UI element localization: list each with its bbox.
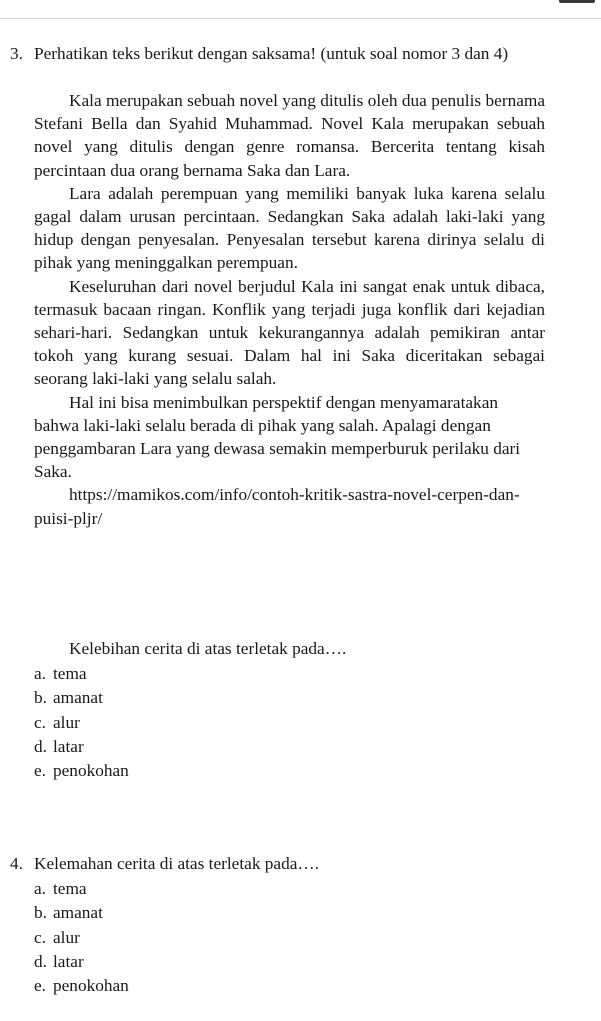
question-3-option-e[interactable] <box>34 759 129 783</box>
question-3-options <box>34 662 129 783</box>
question-4-option-a[interactable] <box>34 877 129 901</box>
passage-source: https://mamikos.com/info/contoh-kritik-sastra-novel-cerpen-dan-puisi-pljr/ <box>34 485 520 528</box>
option-letter: b. <box>34 903 47 923</box>
passage-paragraph-2: Lara adalah perempuan yang memiliki banyak luka karena selalu gagal dalam urusan percintaan. Sedangkan Saka adalah laki-laki yang hidup dengan penyesalan. Penyesalan tersebut karena dirinya selalu di pihak yang meninggalkan perempuan. <box>34 183 545 273</box>
reading-passage <box>34 89 545 530</box>
option-letter: a. <box>34 879 46 898</box>
option-letter: d. <box>34 951 47 971</box>
passage-paragraph-1: Kala merupakan sebuah novel yang ditulis oleh dua penulis bernama Stefani Bella dan Syahid Muhammad. Novel Kala merupakan sebuah novel yang ditulis dengan genre romansa. Bercerita tentang kisah percintaan dua orang bernama Saka dan Lara. <box>34 91 545 180</box>
option-text: amanat <box>53 903 103 923</box>
question-4-option-b[interactable] <box>34 901 129 925</box>
question-3-instruction: Perhatikan teks berikut dengan saksama! (untuk soal nomor 3 dan 4) <box>34 44 509 63</box>
option-letter: c. <box>34 712 46 732</box>
option-text: alur <box>53 712 80 732</box>
question-3-number: 3. <box>10 44 23 63</box>
passage-paragraph-3: Keseluruhan dari novel berjudul Kala ini sangat enak untuk dibaca, termasuk bacaan ringan. Konflik yang terjadi juga konflik dari kejadian sehari-hari. Sedangkan untuk kekurangannya adalah pemikiran antar tokoh yang kurang sesuai. Dalam hal ini Saka diceritakan sebagai seorang laki-laki yang selalu salah. <box>34 276 545 389</box>
option-letter: b. <box>34 688 47 708</box>
option-text: penokohan <box>53 761 129 781</box>
question-3-option-c[interactable] <box>34 711 129 735</box>
question-4-option-d[interactable] <box>34 950 129 974</box>
question-3 <box>10 42 550 65</box>
question-3-option-a[interactable] <box>34 662 129 686</box>
question-4-options <box>34 877 129 998</box>
option-text: tema <box>53 664 87 683</box>
option-text: amanat <box>53 688 103 708</box>
question-4 <box>10 852 550 875</box>
top-divider <box>0 18 601 19</box>
option-letter: c. <box>34 927 46 947</box>
question-3-prompt: Kelebihan cerita di atas terletak pada…. <box>69 639 347 658</box>
question-4-option-e[interactable] <box>34 974 129 998</box>
option-text: alur <box>53 927 80 947</box>
option-letter: d. <box>34 736 47 756</box>
question-4-prompt: Kelemahan cerita di atas terletak pada…. <box>34 854 319 873</box>
option-text: latar <box>53 951 84 971</box>
option-text: tema <box>53 879 87 898</box>
question-3-option-b[interactable] <box>34 686 129 710</box>
corner-mark <box>559 0 595 3</box>
passage-paragraph-4: Hal ini bisa menimbulkan perspektif dengan menyamaratakan bahwa laki-laki selalu berada di pihak yang salah. Apalagi dengan penggambaran Lara yang dewasa semakin memperburuk perilaku dari Saka. <box>34 392 521 482</box>
option-letter: e. <box>34 761 46 781</box>
question-4-number: 4. <box>10 854 23 873</box>
option-text: penokohan <box>53 976 129 996</box>
option-letter: a. <box>34 664 46 683</box>
question-4-option-c[interactable] <box>34 926 129 950</box>
question-3-option-d[interactable] <box>34 735 129 759</box>
option-text: latar <box>53 736 84 756</box>
option-letter: e. <box>34 976 46 996</box>
